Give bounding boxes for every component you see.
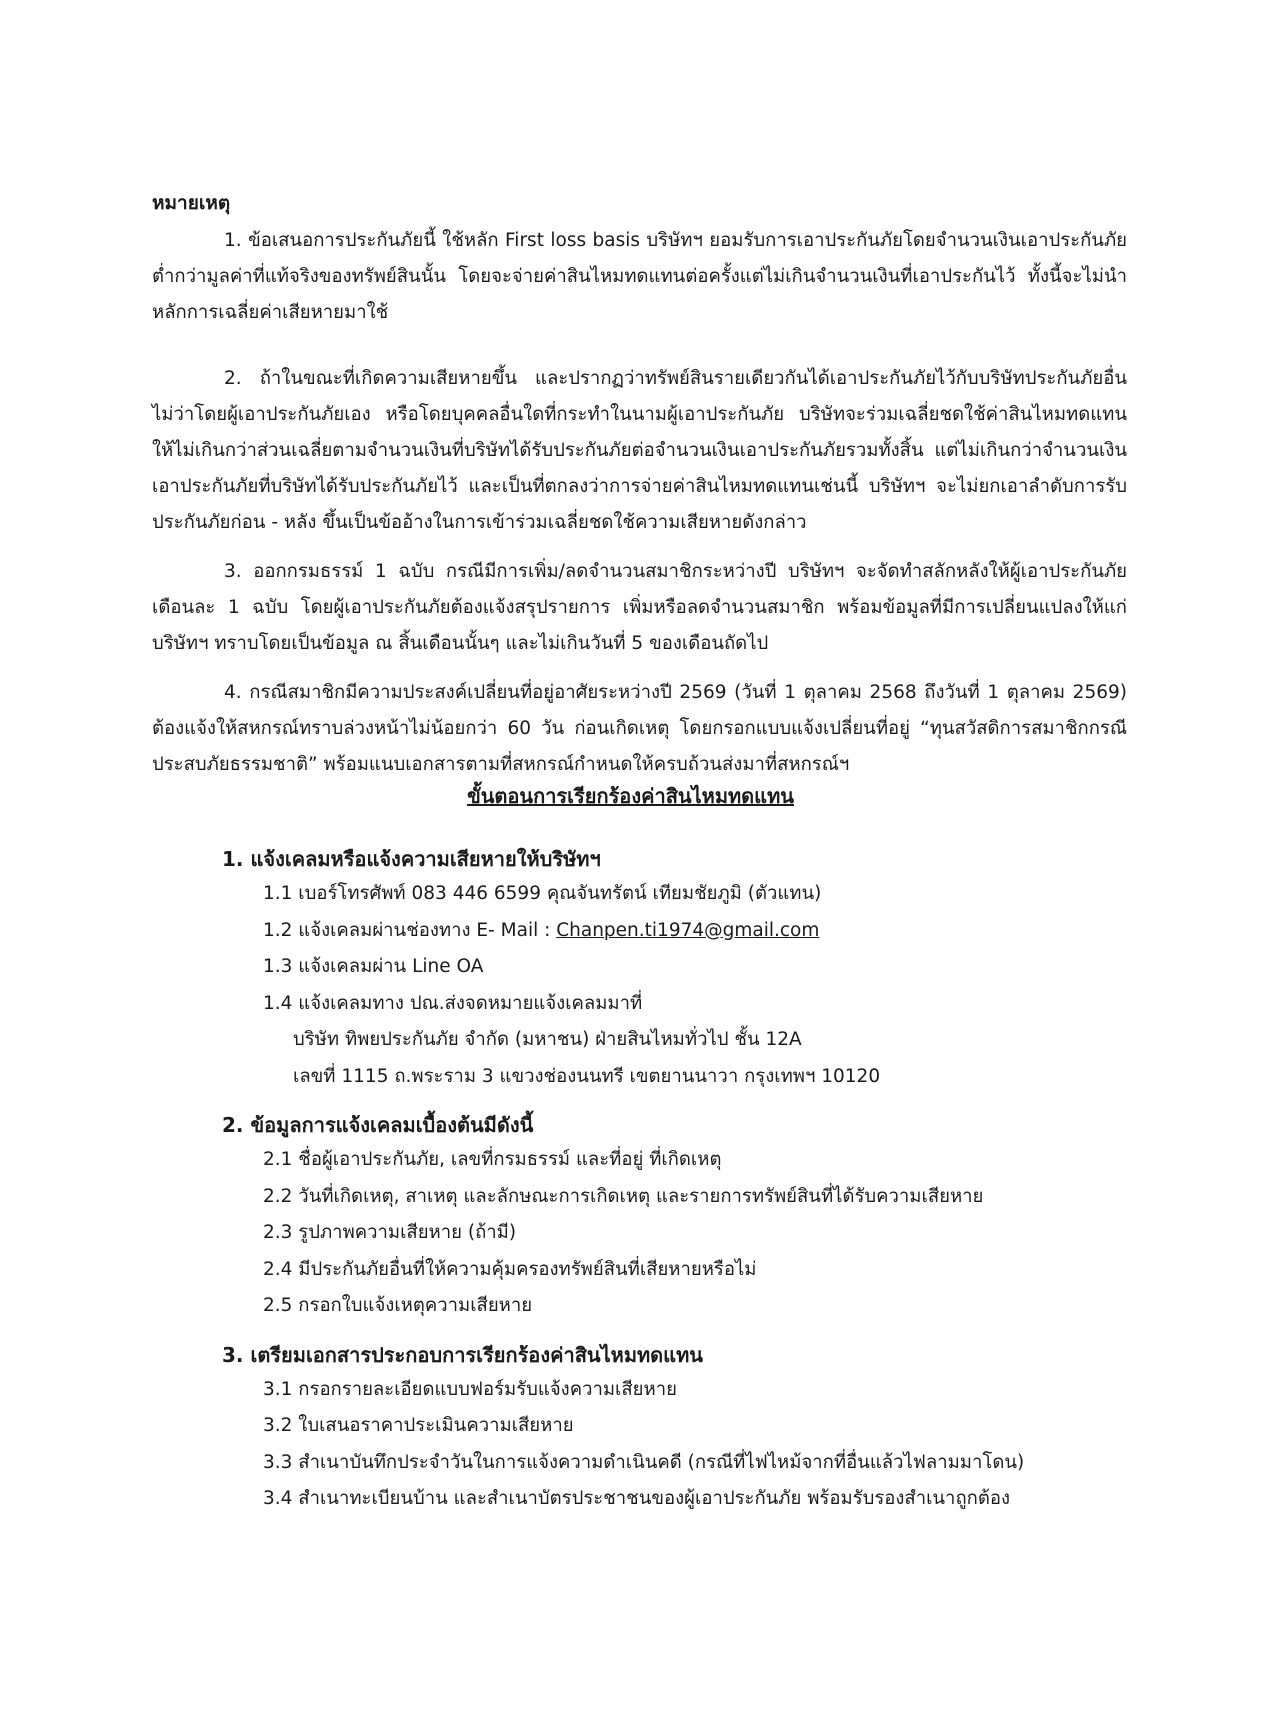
mail-address-line-1: บริษัท ทิพยประกันภัย จำกัด (มหาชน) ฝ่ายสินไหมทั่วไป ชั้น 12A: [293, 1029, 802, 1050]
step-2-title: 2. ข้อมูลการแจ้งเคลมเบื้องต้นมีดังนี้: [222, 1113, 534, 1137]
step-3-item: 3.3 สำเนาบันทึกประจำวันในการแจ้งความดำเนินคดี (กรณีที่ไฟไหม้จากที่อื่นแล้วไฟลามมาโดน): [263, 1451, 1025, 1473]
step-1: [222, 842, 1122, 1095]
step-2: [222, 1108, 1122, 1325]
step-2-item: 2.3 รูปภาพความเสียหาย (ถ้ามี): [263, 1222, 517, 1243]
step-3: [222, 1338, 1122, 1518]
step-3-item: 3.1 กรอกรายละเอียดแบบฟอร์มรับแจ้งความเสียหาย: [263, 1378, 677, 1400]
step-2-item: 2.4 มีประกันภัยอื่นที่ให้ความคุ้มครองทรัพย์สินที่เสียหายหรือไม่: [263, 1258, 757, 1280]
step-2-item: 2.5 กรอกใบแจ้งเหตุความเสียหาย: [263, 1295, 533, 1316]
note-paragraph-2: 2. ถ้าในขณะที่เกิดความเสียหายขึ้น และปรากฏว่าทรัพย์สินรายเดียวกันได้เอาประกันภัยไว้กับบริษัทประกันภัยอื่น ไม่ว่าโดยผู้เอาประกันภัยเอง หรือโดยบุคคลอื่นใดที่กระทำในนามผู้เอาประกันภัย บริษัทจะร่วมเฉลี่ยชดใช้ค่าสินไหมทดแทนให้ไม่เกินกว่าส่วนเฉลี่ยตามจำนวนเงินที่บริษัทได้รับประกันภัยต่อจำนวนเงินเอาประกันภัยรวมทั้งสิ้น แต่ไม่เกินกว่าจำนวนเงินเอาประกันภัยที่บริษัทได้รับประกันภัยไว้ และเป็นที่ตกลงว่าการจ่ายค่าสินไหมทดแทนเช่นนี้ บริษัทฯ จะไม่ยกเอาลำดับการรับประกันภัยก่อน - หลัง ขึ้นเป็นข้ออ้างในการเข้าร่วมเฉลี่ยชดใช้ความเสียหายดังกล่าว: [152, 368, 1127, 533]
step-2-items: [222, 1142, 1122, 1325]
step-3-title: 3. เตรียมเอกสารประกอบการเรียกร้องค่าสินไหมทดแทน: [222, 1342, 703, 1367]
note-paragraph-4: 4. กรณีสมาชิกมีความประสงค์เปลี่ยนที่อยู่อาศัยระหว่างปี 2569 (วันที่ 1 ตุลาคม 2568 ถึงวันที่ 1 ตุลาคม 2569) ต้องแจ้งให้สหกรณ์ทราบล่วงหน้าไม่น้อยกว่า 60 วัน ก่อนเกิดเหตุ โดยกรอกแบบแจ้งเปลี่ยนที่อยู่ “ทุนสวัสดิการสมาชิกกรณีประสบภัยธรรมชาติ” พร้อมแนบเอกสารตามที่สหกรณ์กำหนดให้ครบถ้วนส่งมาที่สหกรณ์ฯ: [152, 682, 1127, 775]
step-1-item-email: [263, 913, 1122, 950]
notes-heading: หมายเหตุ: [152, 192, 231, 214]
step-2-item: 2.1 ชื่อผู้เอาประกันภัย, เลขที่กรมธรรม์ และที่อยู่ ที่เกิดเหตุ: [263, 1149, 722, 1170]
email-link[interactable]: Chanpen.ti1974@gmail.com: [556, 919, 820, 941]
step-1-title: 1. แจ้งเคลมหรือแจ้งความเสียหายให้บริษัทฯ: [222, 847, 601, 871]
step-1-item-mail: 1.4 แจ้งเคลมทาง ปณ.ส่งจดหมายแจ้งเคลมมาที่: [263, 992, 643, 1014]
step-2-item: 2.2 วันที่เกิดเหตุ, สาเหตุ และลักษณะการเกิดเหตุ และรายการทรัพย์สินที่ได้รับความเสียหาย: [263, 1185, 984, 1207]
email-label: 1.2 แจ้งเคลมผ่านช่องทาง E- Mail :: [263, 919, 557, 941]
procedure-title: ขั้นตอนการเรียกร้องค่าสินไหมทดแทน: [467, 784, 794, 808]
step-1-item-phone: 1.1 เบอร์โทรศัพท์ 083 446 6599 คุณจันทรัตน์ เทียมชัยภูมิ (ตัวแทน): [263, 883, 822, 904]
step-3-item: 3.4 สำเนาทะเบียนบ้าน และสำเนาบัตรประชาชนของผู้เอาประกันภัย พร้อมรับรองสำเนาถูกต้อง: [263, 1488, 1011, 1509]
notes-section: [152, 223, 1127, 813]
step-1-item-line-oa: 1.3 แจ้งเคลมผ่าน Line OA: [263, 956, 484, 977]
procedure-steps: [222, 842, 1122, 1531]
step-3-item: 3.2 ใบเสนอราคาประเมินความเสียหาย: [263, 1415, 574, 1436]
note-paragraph-1: 1. ข้อเสนอการประกันภัยนี้ ใช้หลัก First loss basis บริษัทฯ ยอมรับการเอาประกันภัยโดยจำนวนเงินเอาประกันภัยต่ำกว่ามูลค่าที่แท้จริงของทรัพย์สินนั้น โดยจะจ่ายค่าสินไหมทดแทนต่อครั้งแต่ไม่เกินจำนวนเงินที่เอาประกันไว้ ทั้งนี้จะไม่นำหลักการเฉลี่ยค่าเสียหายมาใช้: [152, 230, 1127, 323]
mail-address-line-2: เลขที่ 1115 ถ.พระราม 3 แขวงช่องนนทรี เขตยานนาวา กรุงเทพฯ 10120: [293, 1065, 881, 1087]
note-paragraph-3: 3. ออกกรมธรรม์ 1 ฉบับ กรณีมีการเพิ่ม/ลดจำนวนสมาชิกระหว่างปี บริษัทฯ จะจัดทำสลักหลังให้ผู้เอาประกันภัยเดือนละ 1 ฉบับ โดยผู้เอาประกันภัยต้องแจ้งสรุปรายการ เพิ่มหรือลดจำนวนสมาชิก พร้อมข้อมูลที่มีการเปลี่ยนแปลงให้แก่บริษัทฯ ทราบโดยเป็นข้อมูล ณ สิ้นเดือนนั้นๆ และไม่เกินวันที่ 5 ของเดือนถัดไป: [152, 561, 1127, 654]
step-3-items: [222, 1372, 1122, 1518]
step-1-items: [222, 876, 1122, 1095]
